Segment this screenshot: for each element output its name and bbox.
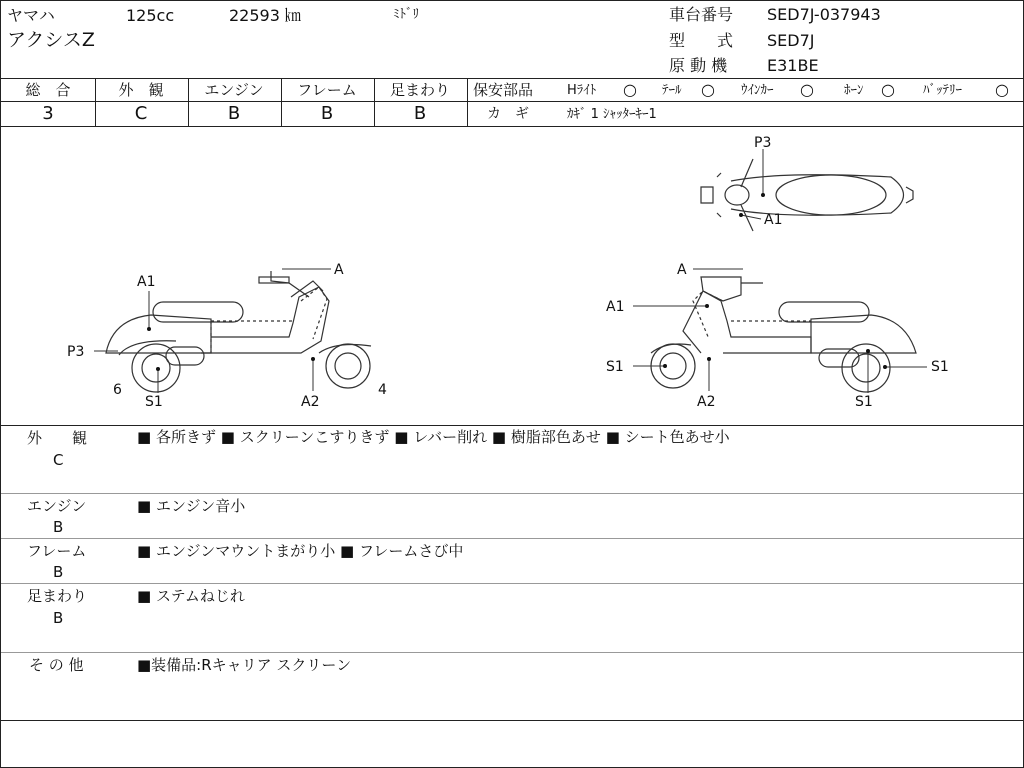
label-p3: P3 bbox=[754, 135, 772, 151]
divider bbox=[1, 425, 1023, 426]
bullet-icon: ■ bbox=[394, 428, 409, 446]
section-grade-frame: B bbox=[53, 563, 64, 581]
suspension-notes bbox=[137, 589, 245, 604]
note-item: エンジン音小 bbox=[155, 497, 246, 515]
key-value: ｶｷﾞ 1 ｼｬｯﾀｰｷｰ1 bbox=[567, 107, 657, 122]
bullet-icon: ■ bbox=[137, 428, 152, 446]
bullet-icon: ■ bbox=[220, 428, 235, 446]
label-s1: S1 bbox=[931, 359, 949, 375]
mileage: 22593 ㎞ bbox=[229, 6, 301, 25]
note-item: レバー削れ bbox=[413, 428, 488, 446]
label-a2: A2 bbox=[697, 394, 716, 410]
divider bbox=[1, 583, 1023, 584]
engine-notes bbox=[137, 499, 245, 514]
label-s1: S1 bbox=[145, 394, 163, 410]
label-6: 6 bbox=[113, 382, 122, 398]
grade-exterior-label: 外 観 bbox=[118, 81, 164, 99]
grade-engine-label: エンジン bbox=[204, 81, 264, 99]
divider bbox=[467, 78, 468, 126]
type-label: 型 式 bbox=[669, 31, 734, 50]
label-4: 4 bbox=[378, 382, 387, 398]
grade-engine-value: B bbox=[227, 103, 241, 124]
scooter-top-view bbox=[701, 159, 913, 231]
label-s1: S1 bbox=[855, 394, 873, 410]
exterior-notes bbox=[137, 430, 730, 445]
safety-tail-mark: ○ bbox=[701, 80, 715, 99]
bullet-icon: ■ bbox=[137, 587, 152, 605]
bullet-icon: ■ bbox=[340, 542, 355, 560]
label-p3: P3 bbox=[67, 344, 85, 360]
scooter-right-view bbox=[651, 277, 916, 392]
type-value: SED7J bbox=[767, 31, 815, 50]
section-label-engine: エンジン bbox=[27, 497, 87, 515]
section-label-exterior: 外 観 bbox=[27, 429, 88, 447]
divider bbox=[1, 720, 1023, 721]
note-item: フレームさび中 bbox=[358, 542, 464, 560]
model-name: アクシスZ bbox=[7, 29, 95, 51]
frame-no: SED7J-037943 bbox=[767, 5, 881, 24]
label-a1: A1 bbox=[606, 299, 625, 315]
note-item: 各所きず bbox=[155, 428, 216, 446]
label-a1: A1 bbox=[764, 212, 783, 228]
bullet-icon: ■ bbox=[137, 497, 152, 515]
engine-label: 原 動 機 bbox=[669, 56, 728, 75]
label-a: A bbox=[677, 262, 687, 278]
divider bbox=[1, 101, 467, 102]
section-grade-engine: B bbox=[53, 518, 64, 536]
section-label-suspension: 足まわり bbox=[27, 587, 88, 605]
divider bbox=[467, 101, 1023, 102]
grade-frame-label: フレーム bbox=[297, 81, 357, 99]
label-a: A bbox=[334, 262, 344, 278]
note-item: エンジンマウントまがり小 bbox=[155, 542, 336, 560]
note-item: シート色あせ小 bbox=[624, 428, 730, 446]
bullet-icon: ■ bbox=[137, 542, 152, 560]
divider bbox=[1, 652, 1023, 653]
note-item: 樹脂部色あせ bbox=[510, 428, 601, 446]
label-a1: A1 bbox=[137, 274, 156, 290]
displacement: 125cc bbox=[126, 6, 175, 25]
frame-no-label: 車台番号 bbox=[669, 5, 734, 24]
safety-headlight-mark: ○ bbox=[623, 80, 637, 99]
safety-tail: ﾃｰﾙ bbox=[662, 83, 682, 98]
safety-label: 保安部品 bbox=[473, 81, 534, 99]
safety-winker-mark: ○ bbox=[800, 80, 814, 99]
safety-horn-mark: ○ bbox=[881, 80, 895, 99]
safety-winker: ｳｲﾝｶｰ bbox=[741, 83, 774, 98]
engine-value: E31BE bbox=[767, 56, 819, 75]
other-notes: ■装備品:Rキャリア スクリーン bbox=[137, 656, 352, 674]
section-label-frame: フレーム bbox=[27, 542, 87, 560]
note-item: スクリーンこすりきず bbox=[239, 428, 390, 446]
frame-notes bbox=[137, 544, 463, 559]
grade-suspension-value: B bbox=[413, 103, 427, 124]
safety-battery-mark: ○ bbox=[995, 80, 1009, 99]
safety-headlight: Hﾗｲﾄ bbox=[567, 83, 597, 98]
grade-exterior-value: C bbox=[134, 103, 148, 124]
label-a2: A2 bbox=[301, 394, 320, 410]
safety-horn: ﾎｰﾝ bbox=[844, 83, 864, 98]
grade-total-label: 総 合 bbox=[25, 81, 71, 99]
divider bbox=[1, 538, 1023, 539]
divider bbox=[1, 78, 1023, 79]
section-grade-exterior: C bbox=[53, 451, 64, 469]
bullet-icon: ■ bbox=[491, 428, 507, 446]
key-label: カ ギ bbox=[487, 106, 529, 122]
label-leaders bbox=[94, 149, 927, 393]
label-s1: S1 bbox=[606, 359, 624, 375]
maker: ヤマハ bbox=[7, 6, 55, 25]
grade-frame-value: B bbox=[320, 103, 334, 124]
section-label-other: そ の 他 bbox=[29, 656, 84, 674]
section-grade-suspension: B bbox=[53, 609, 64, 627]
note-item: ステムねじれ bbox=[155, 587, 245, 605]
grade-total-value: 3 bbox=[42, 103, 54, 124]
safety-battery: ﾊﾞｯﾃﾘｰ bbox=[923, 83, 962, 98]
color: ﾐﾄﾞﾘ bbox=[393, 7, 419, 22]
bullet-icon: ■ bbox=[605, 428, 620, 446]
divider bbox=[1, 493, 1023, 494]
scooter-diagram bbox=[1, 127, 1023, 427]
grade-suspension-label: 足まわり bbox=[389, 81, 450, 99]
